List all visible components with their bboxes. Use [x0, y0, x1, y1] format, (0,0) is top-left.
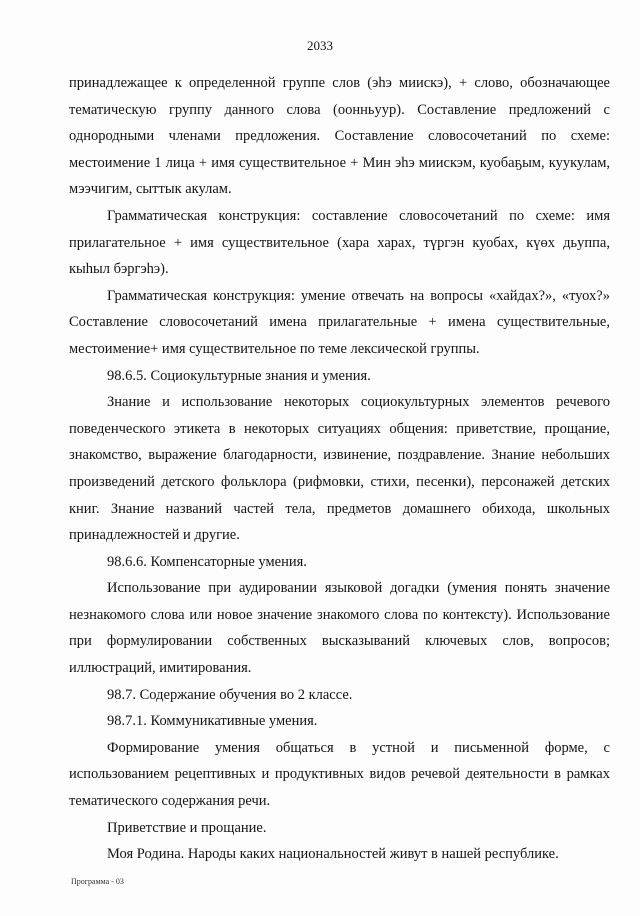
- section-heading-98-7-1: 98.7.1. Коммуникативные умения.: [107, 713, 318, 730]
- section-heading-98-6-6: 98.6.6. Компенсаторные умения.: [107, 553, 307, 570]
- paragraph-continuation: принадлежащее к определенной группе слов (эһэ миискэ), + слово, обозначающее тематическую группу данного слова (оонньуур). Составление предложений с однородными членами предложения. Составление словосочетаний по схеме: местоимение 1 лица + имя существительное + Мин эһэ миискэм, куобаҕым, куукулам, мээчигим, сыттык акулам.: [69, 75, 610, 198]
- page-footer: Программа - 03: [71, 877, 124, 886]
- paragraph-grammar-construction-2: Грамматическая конструкция: умение отвечать на вопросы «хайдах?», «туох?» Составление словосочетаний имена прилагательные + имена существительные, местоимение+ имя существительное по теме лексической группы.: [69, 287, 610, 357]
- paragraph-grammar-construction-1: Грамматическая конструкция: составление словосочетаний по схеме: имя прилагательное + имя существительное (хара харах, түргэн куобах, күөх дьуппа, кыһыл бэргэһэ).: [69, 207, 610, 278]
- section-heading-98-6-5: 98.6.5. Социокультурные знания и умения.: [107, 367, 371, 384]
- section-heading-98-7: 98.7. Содержание обучения во 2 классе.: [107, 686, 353, 703]
- body-text: [69, 70, 610, 868]
- paragraph-homeland: Моя Родина. Народы каких национальностей живут в нашей республике.: [107, 846, 559, 863]
- paragraph-sociocultural: Знание и использование некоторых социокультурных элементов речевого поведенческого этикета в некоторых ситуациях общения: приветствие, прощание, знакомство, выражение благодарности, извинение, поздравление. Знание небольших произведений детского фольклора (рифмовки, стихи, песенки), персонажей детских книг. Знание названий частей тела, предметов домашнего обихода, школьных принадлежностей и другие.: [69, 394, 610, 544]
- paragraph-compensatory: Использование при аудировании языковой догадки (умения понять значение незнакомого слова или новое значение знакомого слова по контексту). Использование при формулировании собственных высказываний ключевых слов, вопросов; иллюстраций, имитирования.: [69, 580, 610, 677]
- page-number: 2033: [307, 38, 333, 53]
- paragraph-greeting: Приветствие и прощание.: [107, 819, 267, 836]
- paragraph-communicative: Формирование умения общаться в устной и письменной форме, с использованием рецептивных и продуктивных видов речевой деятельности в рамках тематического содержания речи.: [69, 739, 610, 810]
